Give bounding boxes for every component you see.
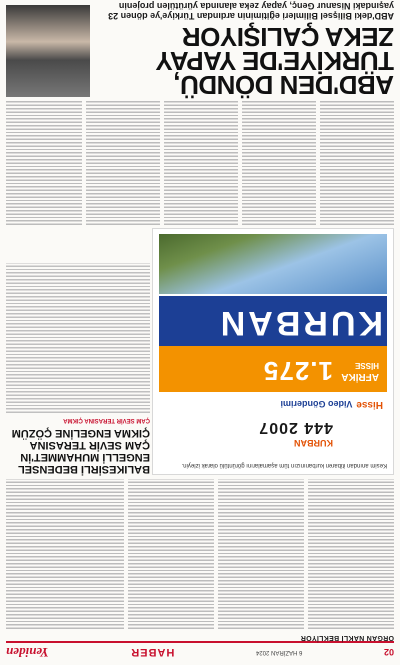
ad-phone-prefix: KURBAN (294, 438, 333, 448)
text-column (86, 100, 160, 225)
text-column (6, 100, 82, 225)
issue-date: 6 HAZİRAN 2024 (256, 649, 303, 655)
ad-brand-primary: Hisse (356, 399, 383, 410)
text-column (128, 479, 214, 629)
ad-offer-share: HİSSE (354, 361, 379, 370)
ad-photo (159, 234, 387, 294)
text-column (320, 100, 394, 225)
secondary-story (6, 230, 150, 475)
text-column (218, 479, 304, 629)
ad-brand-secondary: Video Gönderimi (280, 399, 353, 410)
top-strip-title: ORGAN NAKLİ BEKLİYOR (300, 634, 394, 641)
ad-promo-text: Kesim anından itibaren kurbanınızın tüm aşamalarını görüntülü olarak izleyin. (181, 462, 387, 468)
main-deck: ABD'deki Bilişsel Bilimleri eğitiminin ardından Türkiye'ye dönen 23 yaşındaki Nisanur Genç, yapay zeka alanında yürütülen projenin (108, 1, 394, 21)
portrait-photo (6, 5, 90, 97)
main-story-body (6, 100, 394, 225)
text-column (164, 100, 238, 225)
main-story (94, 0, 394, 100)
kurban-advertisement (152, 228, 394, 475)
secondary-kicker: ÇAM SEVİR TERASINA ÇIKMA (63, 417, 150, 423)
newspaper-logo: Yeniden (6, 645, 49, 660)
masthead (6, 641, 394, 661)
ad-offer-region: AFRİKA (341, 371, 379, 382)
ad-brand (280, 399, 383, 410)
secondary-body-text (6, 263, 150, 413)
text-column (242, 100, 316, 225)
ad-phone-number: 444 2007 (258, 419, 333, 436)
section-title: HABER (130, 646, 175, 658)
page-number: 02 (383, 647, 394, 657)
main-headline: ABD'DEN DÖNDÜ, TÜRKİYE'DE YAPAY ZEKA ÇALIŞIYOR (156, 22, 394, 100)
secondary-headline: BALIKESİRLİ BEDENSEL ENGELLİ MUHAMMET'İN ÇAM SEVİR TERASINA ÇIKMA ENGELİNE ÇÖZÜM (11, 427, 150, 475)
ad-banner-word: KURBAN (217, 304, 383, 342)
text-column (6, 479, 124, 629)
ad-offer-price: 1.275 (262, 356, 333, 386)
text-column (308, 479, 394, 629)
